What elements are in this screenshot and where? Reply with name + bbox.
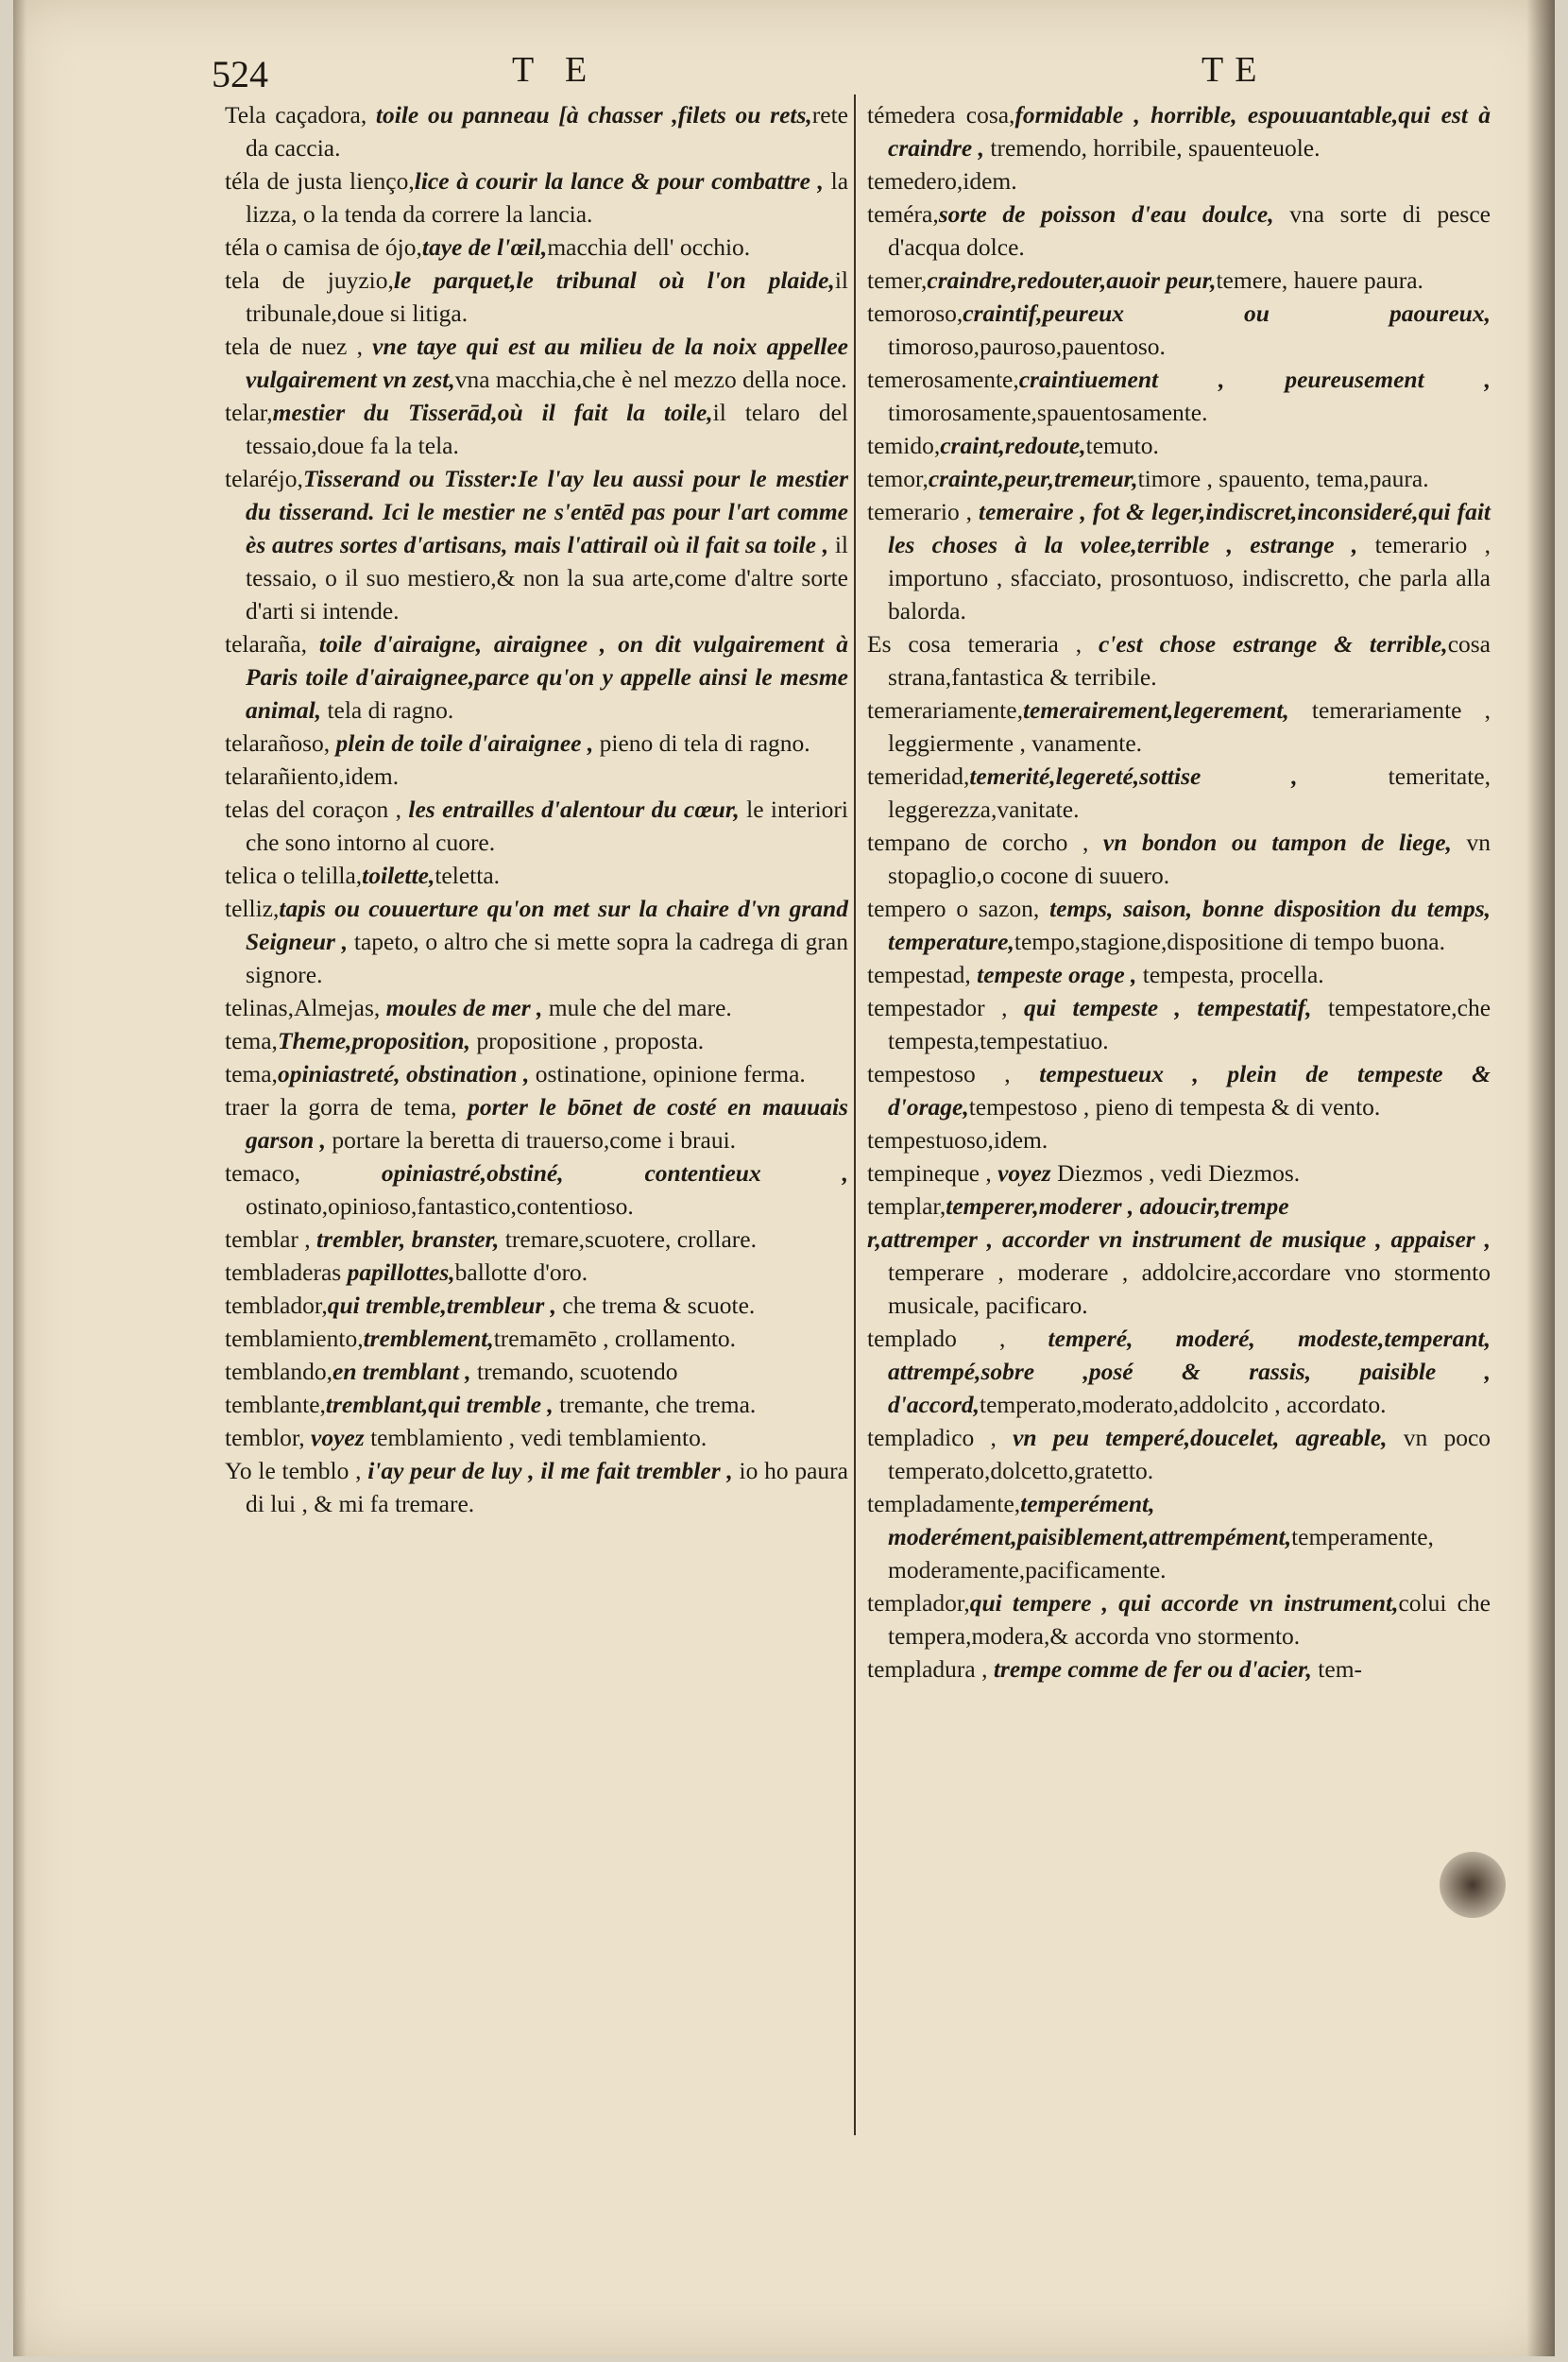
- dictionary-entry: [225, 1090, 848, 1156]
- italian-gloss: tremare,scuotere, crollare.: [499, 1225, 757, 1253]
- headword: temblando,: [225, 1358, 333, 1385]
- french-gloss: craintiuement , peureusement ,: [1018, 366, 1491, 393]
- french-gloss: temerité,legereté,sottise ,: [969, 762, 1298, 790]
- dictionary-entry: [867, 264, 1491, 297]
- italian-gloss: idem.: [963, 167, 1017, 195]
- ink-stain: [1440, 1852, 1506, 1918]
- headword: tempestoso ,: [867, 1060, 1011, 1087]
- headword: temblante,: [225, 1391, 326, 1418]
- headword: temeridad,: [867, 762, 970, 790]
- dictionary-entry: [225, 859, 848, 892]
- headword: telarañiento,: [225, 762, 345, 790]
- headword: temblar ,: [225, 1225, 311, 1253]
- headword: Yo le temblo ,: [225, 1457, 362, 1484]
- headword: telaréjo,: [225, 465, 303, 492]
- headword: temerariamente,: [867, 696, 1023, 724]
- italian-gloss: temerario , importuno , sfacciato, prosontuoso, indiscretto, che parla alla balorda.: [888, 531, 1491, 625]
- right-column: [867, 98, 1491, 1686]
- italian-gloss: temuto.: [1085, 432, 1159, 459]
- dictionary-page: [13, 0, 1555, 2356]
- headword: templar,: [867, 1192, 946, 1220]
- dictionary-entry: [225, 1057, 848, 1090]
- headword: telaraña,: [225, 630, 308, 658]
- dictionary-entry: [225, 1388, 848, 1421]
- italian-gloss: vna sorte di pesce d'acqua dolce.: [888, 200, 1491, 261]
- french-gloss: lice à courir la lance & pour combattre ,: [414, 167, 824, 195]
- french-gloss: Tisserand ou Tisster:Ie l'ay leu aussi pour le mestier du tisserand. Ici le mestier ne s'entēd pas pour l'art comme ès autres sortes d'artisans, mais l'attirail où il fait sa toile ,: [246, 465, 848, 558]
- dictionary-entry: [225, 1289, 848, 1322]
- headword: telar,: [225, 399, 273, 426]
- dictionary-entry: [867, 1190, 1491, 1223]
- french-gloss: trembler, branster,: [310, 1225, 500, 1253]
- dictionary-entry: [867, 98, 1491, 164]
- french-gloss: papillottes,: [341, 1258, 455, 1286]
- italian-gloss: vna macchia,che è nel mezzo della noce.: [454, 366, 847, 393]
- dictionary-entry: [867, 1487, 1491, 1586]
- headword: tela de juyzio,: [225, 266, 394, 294]
- italian-gloss: idem.: [993, 1126, 1048, 1154]
- dictionary-entry: [225, 330, 848, 396]
- italian-gloss: colui che tempera,modera,& accorda vno stormento.: [888, 1589, 1491, 1650]
- headword: temaco,: [225, 1159, 300, 1187]
- page-edge-shadow: [1526, 0, 1555, 2356]
- french-gloss: toile ou panneau [à chasser ,filets ou rets,: [366, 101, 812, 128]
- italian-gloss: il tessaio, o il suo mestiero,& non la sua arte,come d'altre sorte d'arti si intende.: [246, 531, 849, 625]
- dictionary-entry: [867, 495, 1491, 627]
- dictionary-entry: [225, 1454, 848, 1520]
- headword: tembladeras: [225, 1258, 342, 1286]
- dictionary-entry: [867, 429, 1491, 462]
- italian-gloss: ostinato,opinioso,fantastico,contentioso.: [246, 1192, 634, 1220]
- running-head-left: T E: [512, 50, 599, 90]
- french-gloss: voyez: [991, 1159, 1051, 1187]
- headword: temerario ,: [867, 498, 973, 525]
- headword: téla de justa lienço,: [225, 167, 415, 195]
- headword: telas del coraçon ,: [225, 796, 402, 823]
- dictionary-entry: [225, 164, 848, 231]
- italian-gloss: ostinatione, opinione ferma.: [529, 1060, 806, 1087]
- french-gloss: trempe comme de fer ou d'acier,: [987, 1655, 1312, 1683]
- page-gutter-shadow: [13, 0, 26, 2356]
- dictionary-entry: [225, 98, 848, 164]
- italian-gloss: tempesta, procella.: [1136, 961, 1324, 988]
- headword: templadico ,: [867, 1424, 997, 1451]
- headword: tempero o sazon,: [867, 895, 1040, 922]
- french-gloss: temps, saison, bonne disposition du temps, temperature,: [888, 895, 1491, 955]
- french-gloss: tremblant,qui tremble ,: [325, 1391, 554, 1418]
- italian-gloss: che trema & scuote.: [556, 1292, 756, 1319]
- italian-gloss: temperare , moderare , addolcire,accordare vno stormento musicale, pacificaro.: [888, 1258, 1491, 1319]
- italian-gloss: tremamēto , crollamento.: [493, 1325, 737, 1352]
- french-gloss: i'ay peur de luy , il me fait trembler ,: [361, 1457, 733, 1484]
- dictionary-entry: [867, 1123, 1491, 1156]
- headword: telinas,Almejas,: [225, 994, 381, 1021]
- french-gloss: le parquet,le tribunal où l'on plaide,: [393, 266, 835, 294]
- dictionary-entry: [225, 892, 848, 991]
- headword: temoroso,: [867, 300, 963, 327]
- french-gloss: craint,redoute,: [940, 432, 1086, 459]
- italian-gloss: tempo,stagione,dispositione di tempo buona.: [1014, 928, 1445, 955]
- headword: templado ,: [867, 1325, 1006, 1352]
- french-gloss: qui tempere , qui accorde vn instrument,: [969, 1589, 1399, 1617]
- headword: templador,: [867, 1589, 970, 1617]
- dictionary-entry: [867, 1057, 1491, 1123]
- dictionary-entry: [867, 760, 1491, 826]
- headword: tempestador ,: [867, 994, 1008, 1021]
- headword: téla o camisa de ójo,: [225, 233, 422, 261]
- french-gloss: qui tremble,trembleur ,: [327, 1292, 556, 1319]
- dictionary-entry: [867, 627, 1491, 693]
- italian-gloss: idem.: [344, 762, 400, 790]
- italian-gloss: tela di ragno.: [321, 696, 454, 724]
- french-gloss: temperément, moderément,paisiblement,attrempément,: [888, 1490, 1292, 1550]
- column-divider: [854, 94, 856, 2135]
- italian-gloss: temperamente, moderamente,pacificamente.: [888, 1523, 1434, 1583]
- italian-gloss: vn poco temperato,dolcetto,gratetto.: [888, 1424, 1491, 1484]
- headword: tempestuoso,: [867, 1126, 994, 1154]
- italian-gloss: tremendo, horribile, spauenteuole.: [984, 134, 1321, 162]
- italian-gloss: cosa strana,fantastica & terribile.: [888, 630, 1491, 691]
- italian-gloss: temperato,moderato,addolcito , accordato.: [980, 1391, 1387, 1418]
- french-gloss: tapis ou couuerture qu'on met sur la chaire d'vn grand Seigneur ,: [246, 895, 848, 955]
- french-gloss: voyez: [304, 1424, 365, 1451]
- headword: tema,: [225, 1027, 278, 1054]
- dictionary-entry: [867, 1586, 1491, 1652]
- french-gloss: tempestueux , plein de tempeste & d'orage,: [888, 1060, 1491, 1121]
- french-gloss: temperer,moderer , adoucir,trempe: [946, 1192, 1289, 1220]
- italian-gloss: tremante, che trema.: [553, 1391, 757, 1418]
- french-gloss: temeraire , fot & leger,indiscret,inconsideré,qui fait les choses à la volee,terrible , estrange ,: [888, 498, 1491, 558]
- french-gloss: c'est chose estrange & terrible,: [1082, 630, 1448, 658]
- french-gloss: qui tempeste , tempestatif,: [1007, 994, 1312, 1021]
- french-gloss: Theme,proposition,: [277, 1027, 470, 1054]
- dictionary-entry: [867, 462, 1491, 495]
- french-gloss: toilette,: [362, 862, 435, 889]
- french-gloss: moules de mer ,: [380, 994, 543, 1021]
- french-gloss: en tremblant ,: [332, 1358, 471, 1385]
- dictionary-entry: [867, 1156, 1491, 1190]
- dictionary-entry: [867, 1421, 1491, 1487]
- dictionary-entry: [225, 727, 848, 760]
- french-gloss: opiniastreté, obstination ,: [277, 1060, 530, 1087]
- headword: temblador,: [225, 1292, 328, 1319]
- french-gloss: vne taye qui est au milieu de la noix appellee vulgairement vn zest,: [246, 333, 849, 393]
- italian-gloss: tem-: [1311, 1655, 1363, 1683]
- dictionary-entry: [867, 826, 1491, 892]
- left-column: [225, 98, 848, 1520]
- italian-gloss: le interiori che sono intorno al cuore.: [246, 796, 849, 856]
- headword: temer,: [867, 266, 928, 294]
- italian-gloss: temblamiento , vedi temblamiento.: [364, 1424, 707, 1451]
- dictionary-entry: [225, 264, 848, 330]
- dictionary-entry: [225, 231, 848, 264]
- dictionary-entry: [225, 1223, 848, 1256]
- french-gloss: crainte,peur,tremeur,: [928, 465, 1138, 492]
- headword: tempineque ,: [867, 1159, 992, 1187]
- headword: telica o telilla,: [225, 862, 363, 889]
- dictionary-entry: [225, 1322, 848, 1355]
- italian-gloss: mule che del mare.: [542, 994, 732, 1021]
- french-gloss: toile d'airaigne, airaignee , on dit vulgairement à Paris toile d'airaignee,parce qu'on y appelle ainsi le mesme animal,: [246, 630, 848, 724]
- headword: Es cosa temeraria ,: [867, 630, 1082, 658]
- dictionary-entry: [225, 1256, 848, 1289]
- french-gloss: sorte de poisson d'eau doulce,: [938, 200, 1274, 228]
- italian-gloss: vn stopaglio,o cocone di suuero.: [888, 829, 1491, 889]
- running-head-right: TE: [1202, 50, 1269, 90]
- french-gloss: porter le bōnet de costé en mauuais garson ,: [246, 1093, 848, 1154]
- headword: telarañoso,: [225, 729, 331, 757]
- dictionary-entry: [867, 1223, 1491, 1322]
- headword: Tela caçadora,: [225, 101, 367, 128]
- italian-gloss: Diezmos , vedi Diezmos.: [1050, 1159, 1301, 1187]
- italian-gloss: temere, hauere paura.: [1216, 266, 1423, 294]
- headword: temor,: [867, 465, 929, 492]
- italian-gloss: temeritate, leggerezza,vanitate.: [888, 762, 1491, 823]
- italian-gloss: la lizza, o la tenda da correre la lancia.: [246, 167, 849, 228]
- headword: teméra,: [867, 200, 939, 228]
- french-gloss: craintif,peureux ou paoureux,: [963, 300, 1491, 327]
- dictionary-entry: [225, 396, 848, 462]
- dictionary-entry: [867, 164, 1491, 197]
- dictionary-entry: [225, 627, 848, 727]
- italian-gloss: il tribunale,doue si litiga.: [246, 266, 848, 327]
- italian-gloss: tempestoso , pieno di tempesta & di vento.: [968, 1093, 1381, 1121]
- headword: tempano de corcho ,: [867, 829, 1089, 856]
- french-gloss: r,attremper , accorder vn instrument de musique , appaiser ,: [867, 1225, 1491, 1253]
- dictionary-entry: [225, 462, 848, 627]
- headword: temblamiento,: [225, 1325, 364, 1352]
- french-gloss: formidable , horrible, espouuantable,qui est à craindre ,: [888, 101, 1491, 162]
- headword: tempestad,: [867, 961, 971, 988]
- italian-gloss: timoroso,pauroso,pauentoso.: [888, 333, 1166, 360]
- dictionary-entry: [867, 1652, 1491, 1686]
- italian-gloss: rete da caccia.: [246, 101, 848, 162]
- headword: temedero,: [867, 167, 963, 195]
- dictionary-entry: [867, 991, 1491, 1057]
- headword: templadamente,: [867, 1490, 1021, 1517]
- dictionary-entry: [867, 958, 1491, 991]
- italian-gloss: timorosamente,spauentosamente.: [888, 399, 1208, 426]
- italian-gloss: io ho paura di lui , & mi fa tremare.: [246, 1457, 848, 1517]
- dictionary-entry: [225, 1355, 848, 1388]
- dictionary-entry: [225, 1421, 848, 1454]
- dictionary-entry: [867, 892, 1491, 958]
- dictionary-entry: [867, 197, 1491, 264]
- italian-gloss: tempestatore,che tempesta,tempestatiuo.: [888, 994, 1491, 1054]
- french-gloss: tempeste orage ,: [970, 961, 1137, 988]
- dictionary-entry: [867, 693, 1491, 760]
- italian-gloss: ballotte d'oro.: [454, 1258, 588, 1286]
- italian-gloss: teletta.: [435, 862, 501, 889]
- french-gloss: mestier du Tisserād,où il fait la toile,: [272, 399, 713, 426]
- headword: telliz,: [225, 895, 280, 922]
- headword: témedera cosa,: [867, 101, 1015, 128]
- headword: temerosamente,: [867, 366, 1019, 393]
- headword: templadura ,: [867, 1655, 988, 1683]
- dictionary-entry: [225, 1024, 848, 1057]
- dictionary-entry: [225, 760, 848, 793]
- dictionary-entry: [867, 1322, 1491, 1421]
- headword: temido,: [867, 432, 941, 459]
- french-gloss: les entrailles d'alentour du cœur,: [401, 796, 740, 823]
- french-gloss: taye de l'œil,: [421, 233, 548, 261]
- italian-gloss: portare la beretta di trauerso,come i braui.: [326, 1126, 737, 1154]
- headword: tema,: [225, 1060, 278, 1087]
- french-gloss: tremblement,: [363, 1325, 494, 1352]
- italian-gloss: propositione , proposta.: [469, 1027, 705, 1054]
- french-gloss: vn bondon ou tampon de liege,: [1088, 829, 1452, 856]
- headword: traer la gorra de tema,: [225, 1093, 457, 1121]
- italian-gloss: macchia dell' occhio.: [547, 233, 751, 261]
- italian-gloss: tremando, scuotendo: [470, 1358, 678, 1385]
- headword: tela de nuez ,: [225, 333, 363, 360]
- page-number: 524: [212, 53, 268, 95]
- french-gloss: temerairement,legerement,: [1022, 696, 1289, 724]
- french-gloss: opiniastré,obstiné, contentieux ,: [300, 1159, 848, 1187]
- french-gloss: craindre,redouter,auoir peur,: [927, 266, 1217, 294]
- headword: temblor,: [225, 1424, 305, 1451]
- dictionary-entry: [225, 793, 848, 859]
- italian-gloss: il telaro del tessaio,doue fa la tela.: [246, 399, 848, 459]
- french-gloss: temperé, moderé, modeste,temperant, attrempé,sobre ,posé & rassis, paisible , d'accord,: [888, 1325, 1491, 1418]
- italian-gloss: temerariamente , leggiermente , vanamente.: [888, 696, 1491, 757]
- italian-gloss: pieno di tela di ragno.: [593, 729, 810, 757]
- french-gloss: vn peu temperé,doucelet, agreable,: [996, 1424, 1388, 1451]
- french-gloss: plein de toile d'airaignee ,: [330, 729, 594, 757]
- dictionary-entry: [225, 991, 848, 1024]
- italian-gloss: tapeto, o altro che si mette sopra la cadrega di gran signore.: [246, 928, 848, 988]
- italian-gloss: timore , spauento, tema,paura.: [1137, 465, 1429, 492]
- dictionary-entry: [867, 297, 1491, 363]
- dictionary-entry: [867, 363, 1491, 429]
- dictionary-entry: [225, 1156, 848, 1223]
